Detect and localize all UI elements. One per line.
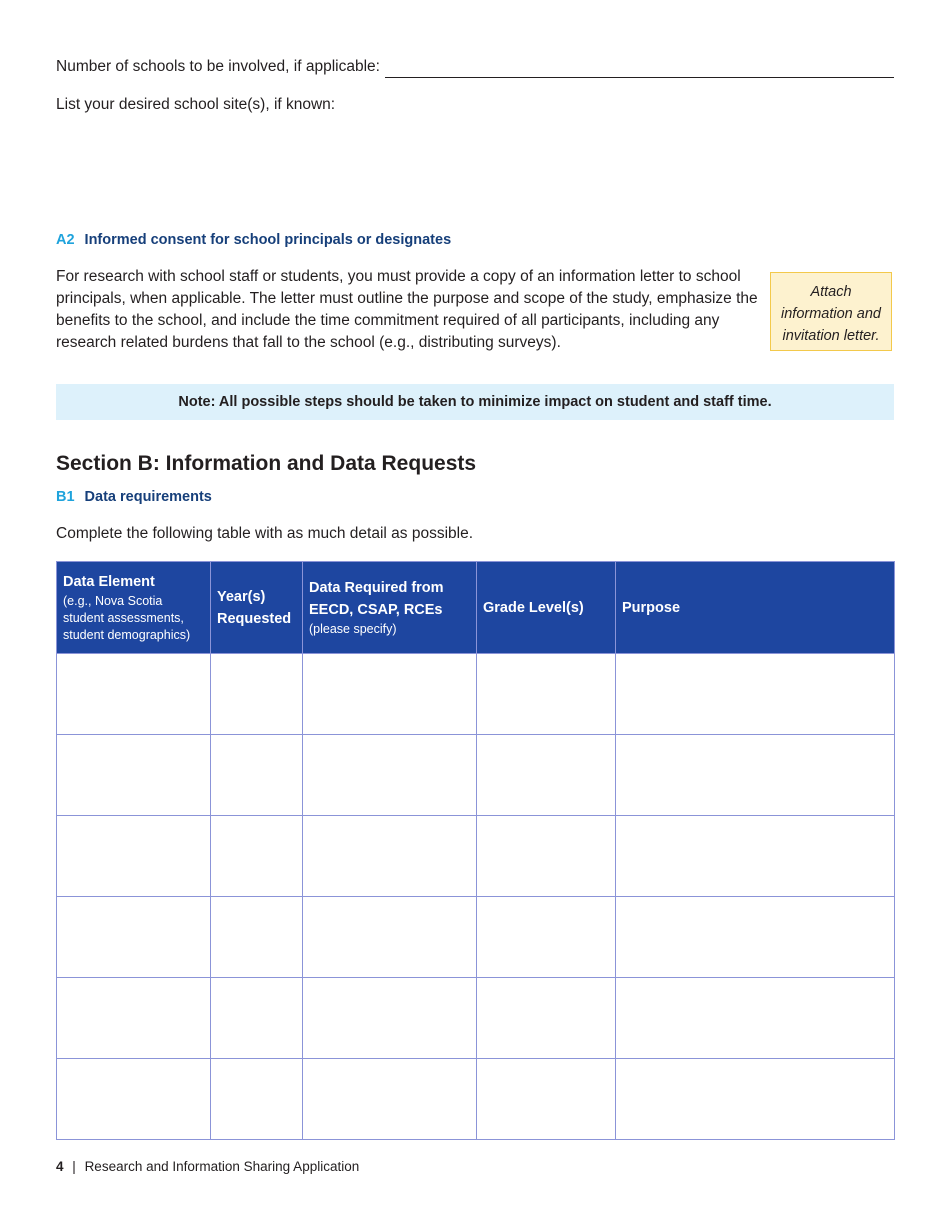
table-cell[interactable] [616, 654, 895, 735]
table-cell[interactable] [616, 1059, 895, 1140]
data-requirements-table [56, 561, 895, 1140]
table-cell[interactable] [616, 897, 895, 978]
page-number: 4 [56, 1159, 64, 1174]
table-cell[interactable] [616, 978, 895, 1059]
schools-count-label: Number of schools to be involved, if applicable: [56, 58, 380, 75]
schools-count-row [56, 56, 894, 78]
col-header-hint: (please specify) [309, 622, 397, 636]
col-header-label: Grade Level(s) [483, 599, 584, 616]
a2-title: Informed consent for school principals or designates [84, 232, 452, 248]
b1-number: B1 [56, 489, 75, 505]
table-header-row [57, 562, 895, 654]
table-row [57, 978, 895, 1059]
col-header-hint: (e.g., Nova Scotia student assessments, student demographics) [63, 594, 191, 642]
attach-line: Attach [810, 284, 852, 300]
table-row [57, 1059, 895, 1140]
a2-number: A2 [56, 232, 75, 248]
table-cell[interactable] [57, 978, 211, 1059]
table-cell[interactable] [616, 816, 895, 897]
b1-heading [56, 489, 212, 505]
table-cell[interactable] [57, 897, 211, 978]
impact-note-banner: Note: All possible steps should be taken to minimize impact on student and staff time. [56, 384, 894, 420]
col-header-label: Data Required from EECD, CSAP, RCEs [309, 580, 444, 618]
col-header-data-required [303, 562, 477, 654]
table-cell[interactable] [211, 654, 303, 735]
table-cell[interactable] [57, 654, 211, 735]
col-header-years [211, 562, 303, 654]
table-cell[interactable] [57, 735, 211, 816]
table-row [57, 897, 895, 978]
table-cell[interactable] [211, 735, 303, 816]
footer-separator: | [72, 1159, 76, 1174]
table-cell[interactable] [477, 978, 616, 1059]
section-b-title: Section B: Information and Data Requests [56, 452, 477, 475]
school-sites-label: List your desired school site(s), if known: [56, 96, 336, 113]
table-cell[interactable] [211, 816, 303, 897]
page-footer [56, 1159, 359, 1174]
table-row [57, 735, 895, 816]
school-sites-field[interactable] [56, 120, 894, 220]
table-cell[interactable] [477, 897, 616, 978]
table-cell[interactable] [303, 897, 477, 978]
table-cell[interactable] [477, 1059, 616, 1140]
table-cell[interactable] [477, 735, 616, 816]
table-cell[interactable] [57, 1059, 211, 1140]
table-cell[interactable] [57, 816, 211, 897]
b1-title: Data requirements [84, 489, 212, 505]
table-cell[interactable] [303, 816, 477, 897]
table-cell[interactable] [303, 735, 477, 816]
footer-doc-title: Research and Information Sharing Application [84, 1159, 360, 1174]
table-cell[interactable] [616, 735, 895, 816]
table-cell[interactable] [477, 816, 616, 897]
col-header-grade-levels [477, 562, 616, 654]
attach-letter-callout [770, 272, 892, 351]
col-header-data-element [57, 562, 211, 654]
table-row [57, 816, 895, 897]
table-cell[interactable] [303, 978, 477, 1059]
table-cell[interactable] [477, 654, 616, 735]
col-header-label: Purpose [622, 599, 681, 616]
col-header-label: Data Element [63, 574, 155, 590]
a2-heading [56, 232, 451, 248]
table-cell[interactable] [303, 654, 477, 735]
table-cell[interactable] [303, 1059, 477, 1140]
col-header-label: Year(s) Requested [217, 588, 292, 627]
a2-body-text: For research with school staff or students, you must provide a copy of an information letter to school principals, when applicable. The letter must outline the purpose and scope of the study, emphasize the benefits to the school, and include the time commitment required of all participants, including any research related burdens that fall to the school (e.g., distributing surveys). [56, 268, 758, 351]
attach-line: information and [781, 306, 881, 322]
table-cell[interactable] [211, 978, 303, 1059]
attach-line: invitation letter. [782, 328, 880, 344]
table-cell[interactable] [211, 897, 303, 978]
col-header-purpose [616, 562, 895, 654]
table-instructions: Complete the following table with as much detail as possible. [56, 525, 474, 542]
schools-count-field[interactable] [385, 60, 894, 78]
table-cell[interactable] [211, 1059, 303, 1140]
table-row [57, 654, 895, 735]
